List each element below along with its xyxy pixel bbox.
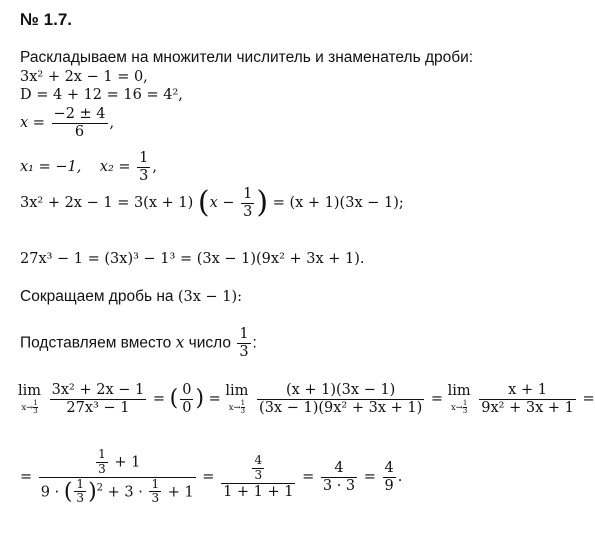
fraction-three: 3 bbox=[98, 461, 106, 476]
discriminant: D = 4 + 12 = 16 = 4², bbox=[20, 87, 183, 103]
limit-1 bbox=[18, 384, 41, 415]
limit-fraction-3 bbox=[479, 382, 576, 416]
substitute-variable: x bbox=[175, 333, 185, 352]
limit-fraction-3-den: 9x² + 3x + 1 bbox=[481, 399, 574, 416]
root-x2-lhs: x₂ = bbox=[99, 159, 131, 176]
eval-fraction-1-den: 9 · ( $\frac{1}{3}$ )$^2$ + 3 · $\frac{1}{3}$ + 1 bbox=[40, 476, 194, 506]
limit-sub: x→ bbox=[228, 402, 241, 413]
eval-fraction-2-den: 1 + 1 + 1 bbox=[223, 483, 294, 500]
substitute-word: число bbox=[188, 334, 231, 352]
cancel-factor: (3x − 1): bbox=[177, 289, 243, 305]
eval-den-part-b: + 3 · bbox=[107, 483, 148, 500]
limit-fraction-3-num: x + 1 bbox=[479, 382, 576, 400]
fraction-one: 1 bbox=[33, 398, 38, 407]
limit-fraction-1-num: 3x² + 2x − 1 bbox=[51, 382, 145, 398]
eval-fraction-3-num: 4 bbox=[321, 460, 357, 478]
final-answer-den: 9 bbox=[384, 477, 394, 494]
fraction-one: 1 bbox=[76, 476, 85, 491]
numerator-factorization: 3x² + 2x − 1 = 3(x + 1) (x − $\frac{1}{3}$ ) = (x + 1)(3x − 1); bbox=[20, 185, 404, 221]
problem-number: № 1.7. bbox=[20, 10, 73, 29]
root-x2-den: 3 bbox=[139, 167, 149, 184]
fraction-one: 1 bbox=[240, 398, 246, 407]
plus-one: 1 bbox=[131, 454, 141, 471]
limit-fraction-2-den: (3x − 1)(9x² + 3x + 1) bbox=[259, 399, 423, 416]
root-x2-num: 1 bbox=[139, 150, 149, 166]
substitute-text: Подставляем вместо bbox=[20, 334, 172, 352]
final-answer-num: 4 bbox=[384, 459, 394, 476]
fraction-three: 3 bbox=[239, 343, 249, 360]
roots-values: x₁ = −1, x₂ = $\frac{1}{3}$ , bbox=[20, 150, 157, 184]
roots-formula-lhs: x = bbox=[20, 115, 45, 132]
roots-formula-den: 6 bbox=[74, 123, 85, 140]
limit-fraction-1 bbox=[50, 382, 147, 416]
limit-fraction-2-num: (x + 1)(3x − 1) bbox=[257, 382, 424, 400]
cancel-text: Сокращаем дробь на bbox=[20, 288, 174, 305]
substitute-line: Подставляем вместо x число $\frac{1}{3}$ : bbox=[20, 326, 257, 360]
eval-fraction-1 bbox=[39, 448, 196, 506]
fraction-one: 1 bbox=[151, 476, 160, 491]
numerator-factor-start: 3x² + 2x − 1 = 3(x + 1) bbox=[20, 195, 194, 212]
limit-3 bbox=[448, 384, 471, 415]
cancel-line bbox=[20, 289, 242, 305]
indeterminate-form bbox=[180, 382, 193, 416]
fraction-one: 1 bbox=[239, 326, 249, 342]
roots-formula-num: −2 ± 4 bbox=[53, 106, 106, 122]
final-answer bbox=[383, 460, 396, 494]
four-num: 4 bbox=[254, 452, 263, 467]
eval-fraction-1-num: $\frac{1}{3}$ + 1 bbox=[39, 448, 196, 478]
limit-fraction-2 bbox=[257, 382, 424, 416]
roots-formula: x = $\frac{-2 \pm 4}{6}$ , bbox=[20, 106, 115, 140]
eval-fraction-3 bbox=[321, 460, 357, 494]
zero-num: 0 bbox=[182, 382, 192, 398]
fraction-three: 3 bbox=[76, 491, 85, 506]
zero-den: 0 bbox=[182, 399, 192, 416]
limit-word: lim bbox=[18, 382, 42, 399]
quadratic-equation: 3x² + 2x − 1 = 0, bbox=[20, 69, 148, 85]
eval-den-part-a: 9 · bbox=[40, 483, 64, 500]
eval-fraction-3-den: 3 · 3 bbox=[322, 477, 356, 494]
roots-formula-fraction bbox=[52, 106, 108, 140]
fraction-three: 3 bbox=[151, 491, 160, 506]
limit-expression: lim x→ $\frac{1}{3}$ $\frac{\text{3x² + 2x − 1}}{\text{27x³ − 1}}$ = ( $\frac{0}{0}$ ) = lim x→ $\frac{1}{3}$ $\frac{(x + 1)(3x - 1)}{\text{(3x − 1)(9x² + 3x + 1)}}$ = lim x→ $\frac{1}{3}$ $\frac{x + 1}{\text{9x² + 3x + 1}}$ = bbox=[18, 382, 595, 416]
intro-text: Раскладываем на множители числитель и знаменатель дроби: bbox=[20, 49, 474, 66]
numerator-factor-fraction bbox=[241, 186, 254, 220]
fraction-three: 3 bbox=[240, 406, 246, 415]
fraction-three: 3 bbox=[243, 203, 253, 220]
fraction-three: 3 bbox=[462, 406, 468, 415]
final-evaluation: = $\frac{1}{3}$ + 1 9 · ( $\frac{1}{3}$ )$^2$ + 3 · $\frac{1}{3}$ + 1 = $\frac{\frac{4}{3}}{1 + 1 + 1}$ = $\frac{4}{3 \cdot 3}$ = $\frac{4}{9}$ . bbox=[20, 447, 403, 506]
limit-2 bbox=[225, 384, 248, 415]
root-x1: x₁ = −1, bbox=[20, 159, 82, 176]
root-x2-fraction bbox=[137, 150, 150, 184]
fraction-three: 3 bbox=[33, 406, 38, 415]
limit-sub: x→ bbox=[21, 402, 34, 413]
four-thirds bbox=[252, 454, 264, 483]
eval-den-part-c: + 1 bbox=[167, 483, 194, 500]
denominator-factorization: 27x³ − 1 = (3x)³ − 1³ = (3x − 1)(9x² + 3x + 1). bbox=[20, 251, 365, 267]
substitute-value bbox=[237, 326, 250, 360]
fraction-one: 1 bbox=[462, 398, 468, 407]
eval-one-third bbox=[96, 448, 108, 477]
limit-fraction-1-den: 27x³ − 1 bbox=[66, 399, 130, 416]
numerator-factor-end: = (x + 1)(3x − 1); bbox=[272, 195, 404, 212]
eval-fraction-2 bbox=[221, 454, 295, 500]
fraction-one: 1 bbox=[243, 186, 253, 202]
limit-word: lim bbox=[225, 382, 249, 399]
eval-fraction-2-num bbox=[221, 454, 295, 484]
fraction-one: 1 bbox=[98, 447, 106, 461]
fraction-three: 3 bbox=[254, 467, 263, 482]
limit-sub: x→ bbox=[450, 402, 463, 413]
limit-word: lim bbox=[447, 382, 471, 399]
